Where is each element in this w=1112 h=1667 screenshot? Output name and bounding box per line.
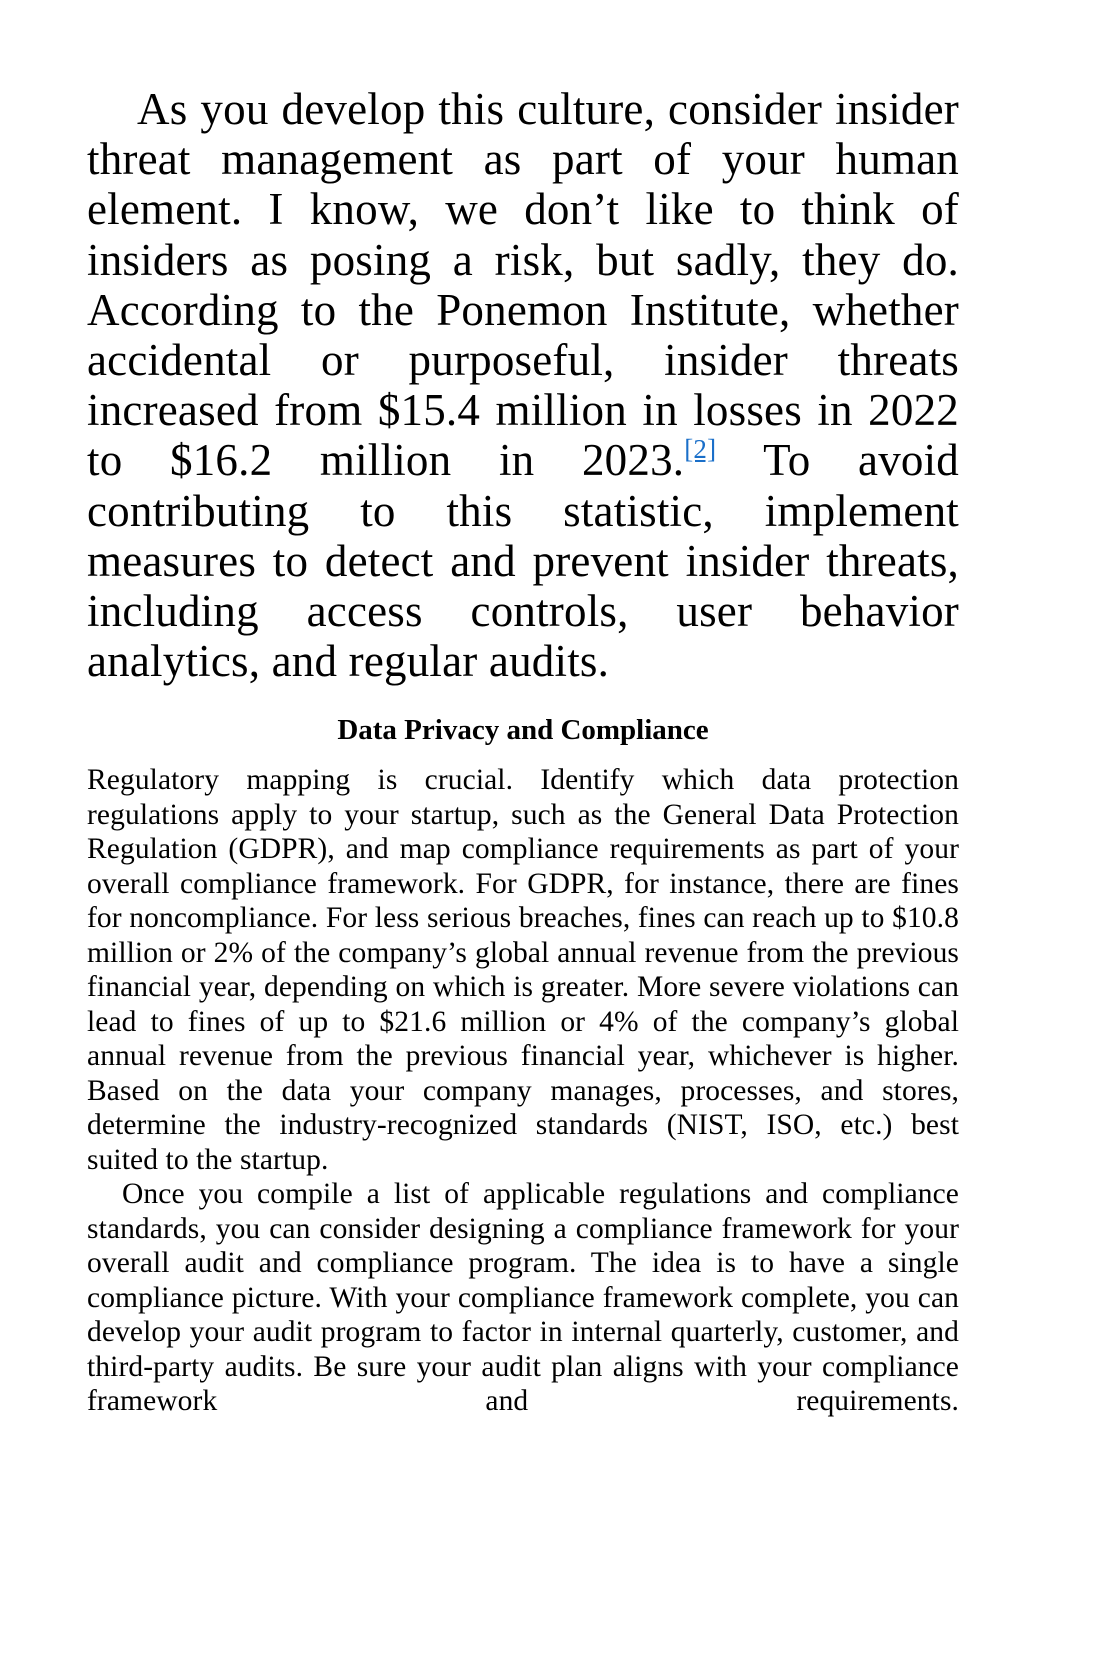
section-heading: Data Privacy and Compliance — [337, 714, 709, 747]
intro-text-before-ref: As you develop this culture, consider insider threat management as part of your human element. I know, we don’t like to think of insiders as posing a risk, but sadly, they do. According to the Ponemon Institute, whether accidental or purposeful, insider threats increased from $15.4 million in losses in 2022 to $16.2 million in 2023. — [87, 84, 959, 486]
intro-text-after-ref: To avoid contributing to this statistic, implement measures to detect and prevent insider threats, including access controls, user behavior analytics, and regular audits. — [87, 435, 959, 687]
reader-page — [87, 84, 959, 1419]
footnote-link[interactable]: [2] — [684, 434, 717, 465]
intro-paragraph — [87, 84, 959, 686]
body-paragraph-1: Regulatory mapping is crucial. Identify which data protection regulations apply to your startup, such as the General Data Protection Regulation (GDPR), and map compliance requirements as part of your overall compliance framework. For GDPR, for instance, there are fines for noncompliance. For less serious breaches, fines can reach up to $10.8 million or 2% of the company’s global annual revenue from the previous financial year, depending on which is greater. More severe violations can lead to fines of up to $21.6 million or 4% of the company’s global annual revenue from the previous financial year, whichever is higher. Based on the data your company manages, processes, and stores, determine the industry-recognized standards (NIST, ISO, etc.) best suited to the startup. — [87, 764, 959, 1176]
body-paragraph-2: Once you compile a list of applicable regulations and compliance standards, you can consider designing a compliance framework for your overall audit and compliance program. The idea is to have a single compliance picture. With your compliance framework complete, you can develop your audit program to factor in internal quarterly, customer, and third-party audits. Be sure your audit plan aligns with your compliance framework and requirements. — [87, 1178, 959, 1418]
